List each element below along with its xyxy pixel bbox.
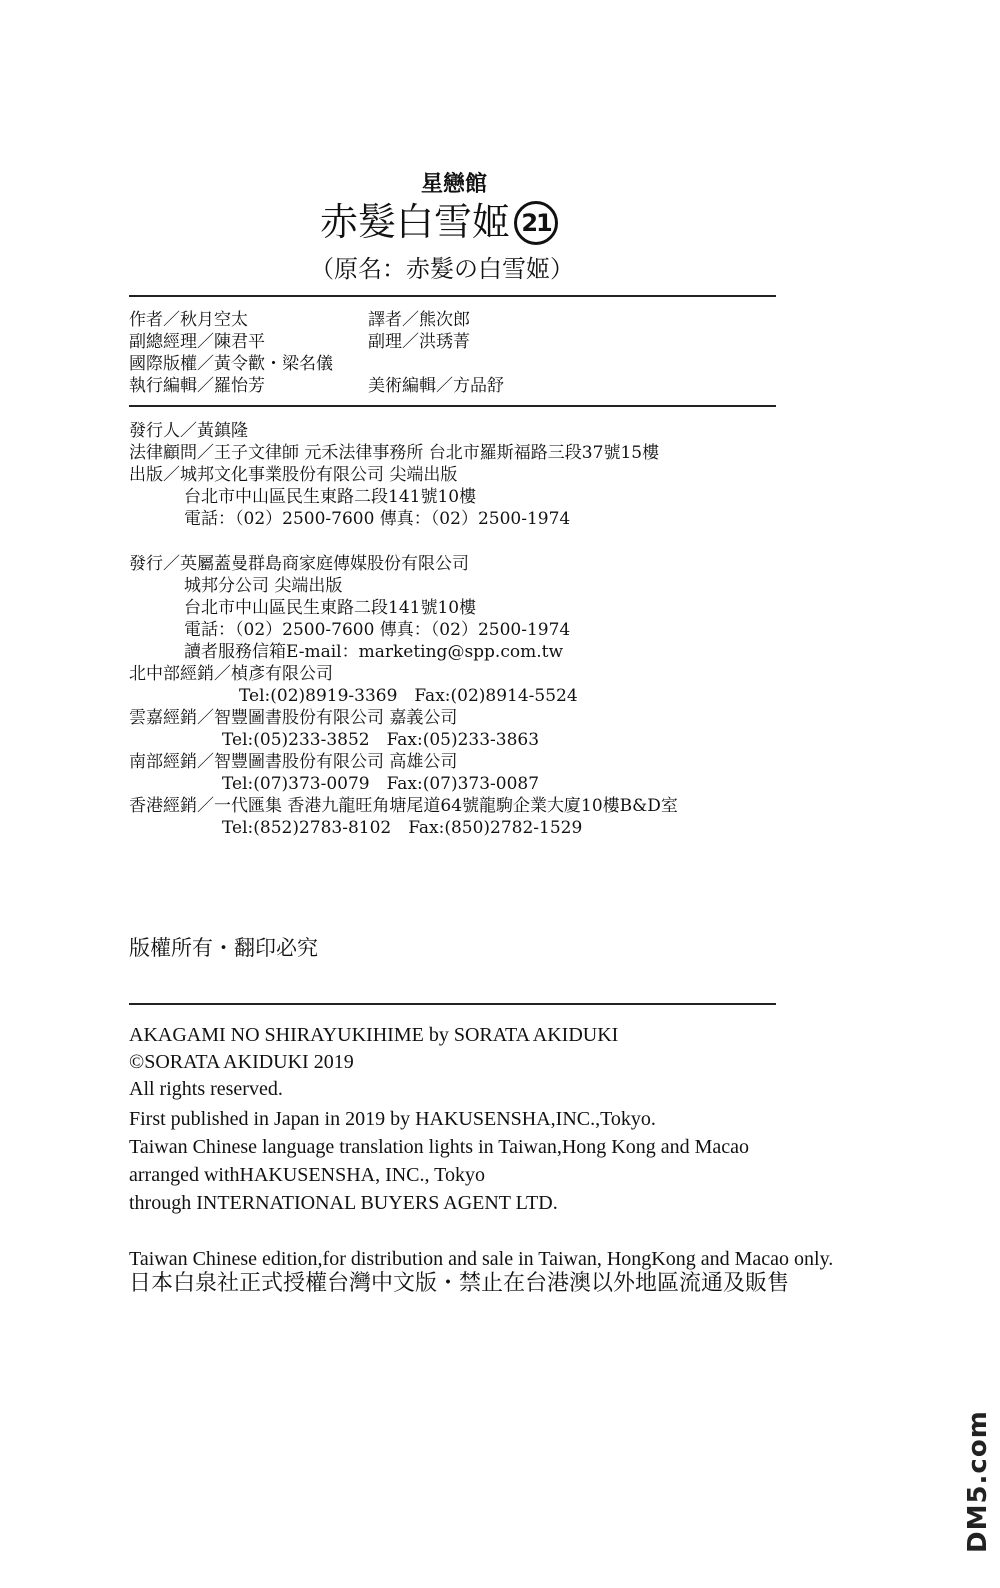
divider-bottom [129, 1003, 776, 1005]
credit-deputy-manager: 副理／洪琇菁 [368, 332, 470, 352]
english-line: Taiwan Chinese language translation lights in Taiwan,Hong Kong and Macao [129, 1136, 750, 1158]
english-line: All rights reserved. [129, 1078, 283, 1100]
distribution-line: Tel:(05)233-3852 Fax:(05)233-3863 [222, 730, 540, 750]
credit-exec-editor: 執行編輯／羅怡芳 [129, 376, 265, 396]
original-title: （原名：赤髮の白雪姬） [310, 255, 574, 283]
distribution-line: Tel:(02)8919-3369 Fax:(02)8914-5524 [239, 686, 578, 706]
watermark-text: DM5.com [963, 1410, 993, 1553]
distribution-line: 北中部經銷／楨彥有限公司 [129, 664, 333, 684]
book-title-row [320, 200, 558, 245]
copyright-notice: 版權所有・翻印必究 [129, 936, 318, 960]
english-line: ©SORATA AKIDUKI 2019 [129, 1051, 354, 1073]
credit-art-editor: 美術編輯／方品舒 [368, 376, 504, 396]
distribution-notice-en: Taiwan Chinese edition,for distribution and sale in Taiwan, HongKong and Macao only. [129, 1248, 834, 1270]
distribution-line: 南部經銷／智豐圖書股份有限公司 高雄公司 [129, 752, 458, 772]
distribution-line: Tel:(07)373-0079 Fax:(07)373-0087 [222, 774, 540, 794]
credit-author: 作者／秋月空太 [129, 310, 248, 330]
publisher-info-line: 法律顧問／王子文律師 元禾法律事務所 台北市羅斯福路三段37號15樓 [129, 443, 660, 463]
distribution-line: Tel:(852)2783-8102 Fax:(850)2782-1529 [222, 818, 583, 838]
distribution-line: 香港經銷／一代匯集 香港九龍旺角塘尾道64號龍駒企業大廈10樓B&D室 [129, 796, 678, 816]
distribution-line: 雲嘉經銷／智豐圖書股份有限公司 嘉義公司 [129, 708, 458, 728]
english-line: AKAGAMI NO SHIRAYUKIHIME by SORATA AKIDUKI [129, 1024, 619, 1046]
english-line: First published in Japan in 2019 by HAKUSENSHA,INC.,Tokyo. [129, 1108, 656, 1130]
book-title: 赤髮白雪姬 [320, 200, 511, 244]
publisher-line: 星戀館 [420, 172, 487, 197]
credit-intl-rights: 國際版權／黃令歡・梁名儀 [129, 354, 333, 374]
distribution-line: 台北市中山區民生東路二段141號10樓 [184, 598, 477, 618]
divider-middle [129, 405, 776, 407]
publisher-info-line: 台北市中山區民生東路二段141號10樓 [184, 487, 477, 507]
publisher-info-line: 發行人／黃鎮隆 [129, 421, 248, 441]
divider-top [129, 295, 776, 297]
publisher-info-line: 電話：（02）2500-7600 傳真：（02）2500-1974 [184, 509, 571, 529]
publisher-info-line: 出版／城邦文化事業股份有限公司 尖端出版 [129, 465, 458, 485]
english-line: arranged withHAKUSENSHA, INC., Tokyo [129, 1164, 485, 1186]
credit-translator: 譯者／熊次郎 [368, 310, 470, 330]
watermark [948, 1408, 993, 1556]
distribution-line: 城邦分公司 尖端出版 [184, 576, 343, 596]
english-line: through INTERNATIONAL BUYERS AGENT LTD. [129, 1192, 558, 1214]
distribution-line: 電話：（02）2500-7600 傳真：（02）2500-1974 [184, 620, 571, 640]
volume-badge: 21 [514, 201, 558, 245]
distribution-notice-cn: 日本白泉社正式授權台灣中文版・禁止在台港澳以外地區流通及販售 [129, 1271, 790, 1296]
distribution-line: 發行／英屬蓋曼群島商家庭傳媒股份有限公司 [129, 554, 469, 574]
credit-deputy-gm: 副總經理／陳君平 [129, 332, 265, 352]
distribution-line: 讀者服務信箱E-mail：marketing@spp.com.tw [184, 642, 563, 662]
